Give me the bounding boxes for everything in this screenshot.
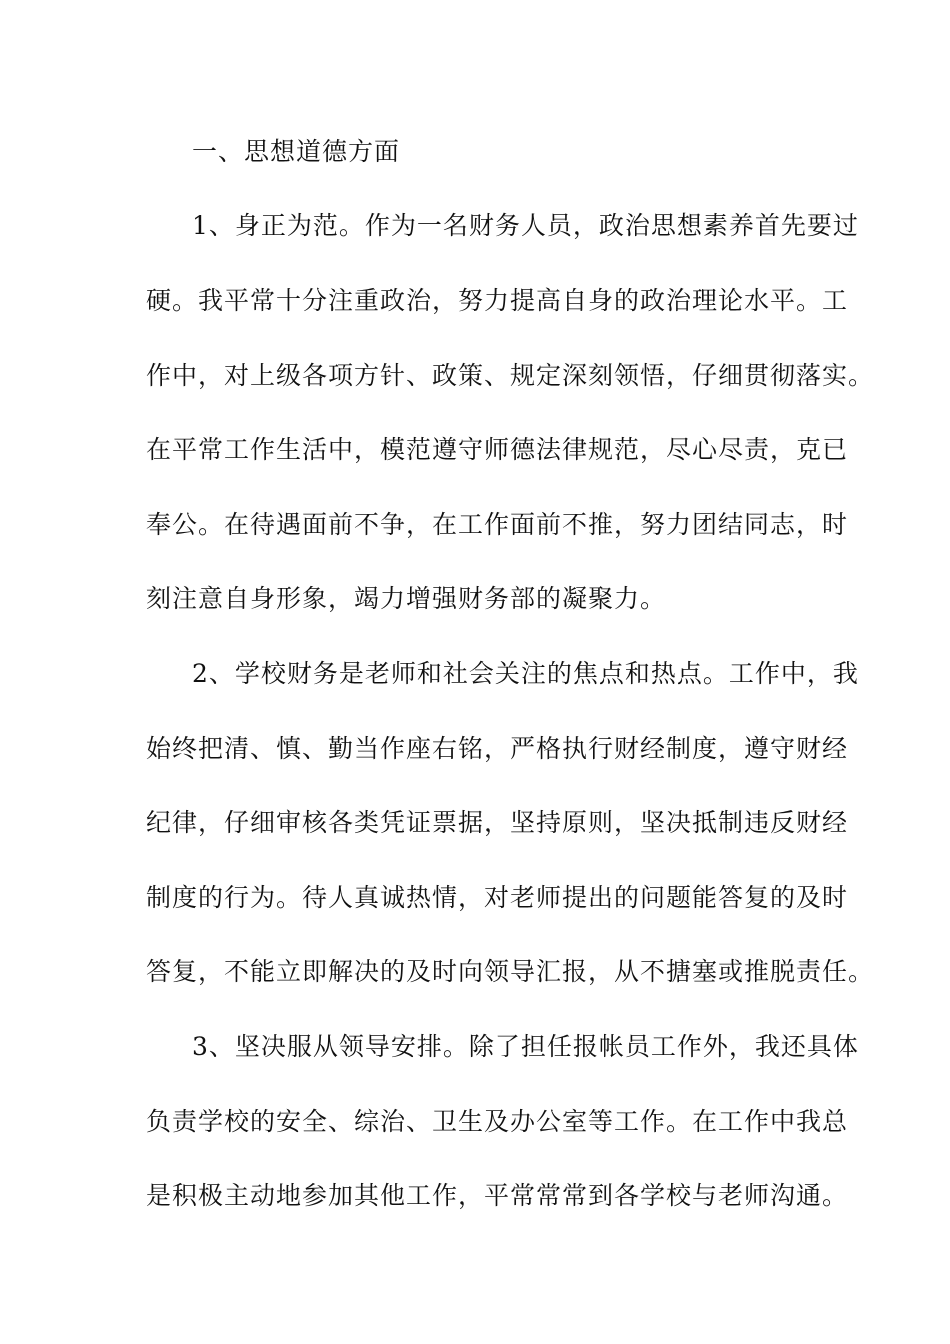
section-heading: 一、思想道德方面 xyxy=(192,137,401,166)
paragraph-line: 2、学校财务是老师和社会关注的焦点和热点。工作中，我 xyxy=(192,659,859,688)
paragraph-line: 负责学校的安全、综治、卫生及办公室等工作。在工作中我总 xyxy=(146,1107,849,1136)
paragraph-line: 硬。我平常十分注重政治，努力提高自身的政治理论水平。工 xyxy=(146,286,849,315)
paragraph-line: 奉公。在待遇面前不争，在工作面前不推，努力团结同志，时 xyxy=(146,510,849,539)
paragraph-line: 在平常工作生活中，模范遵守师德法律规范，尽心尽责，克已 xyxy=(146,435,849,464)
paragraph-line: 答复，不能立即解决的及时向领导汇报，从不搪塞或推脱责任。 xyxy=(146,957,875,986)
paragraph-line: 1、身正为范。作为一名财务人员，政治思想素养首先要过 xyxy=(192,211,859,240)
paragraph-line: 3、坚决服从领导安排。除了担任报帐员工作外，我还具体 xyxy=(192,1032,859,1061)
paragraph-line: 纪律，仔细审核各类凭证票据，坚持原则，坚决抵制违反财经 xyxy=(146,808,849,837)
paragraph-line: 作中，对上级各项方针、政策、规定深刻领悟，仔细贯彻落实。 xyxy=(146,361,875,390)
paragraph-line: 是积极主动地参加其他工作，平常常常到各学校与老师沟通。 xyxy=(146,1181,849,1210)
paragraph-line: 制度的行为。待人真诚热情，对老师提出的问题能答复的及时 xyxy=(146,883,849,912)
paragraph-line: 刻注意自身形象，竭力增强财务部的凝聚力。 xyxy=(146,584,667,613)
paragraph-line: 始终把清、慎、勤当作座右铭，严格执行财经制度，遵守财经 xyxy=(146,734,849,763)
